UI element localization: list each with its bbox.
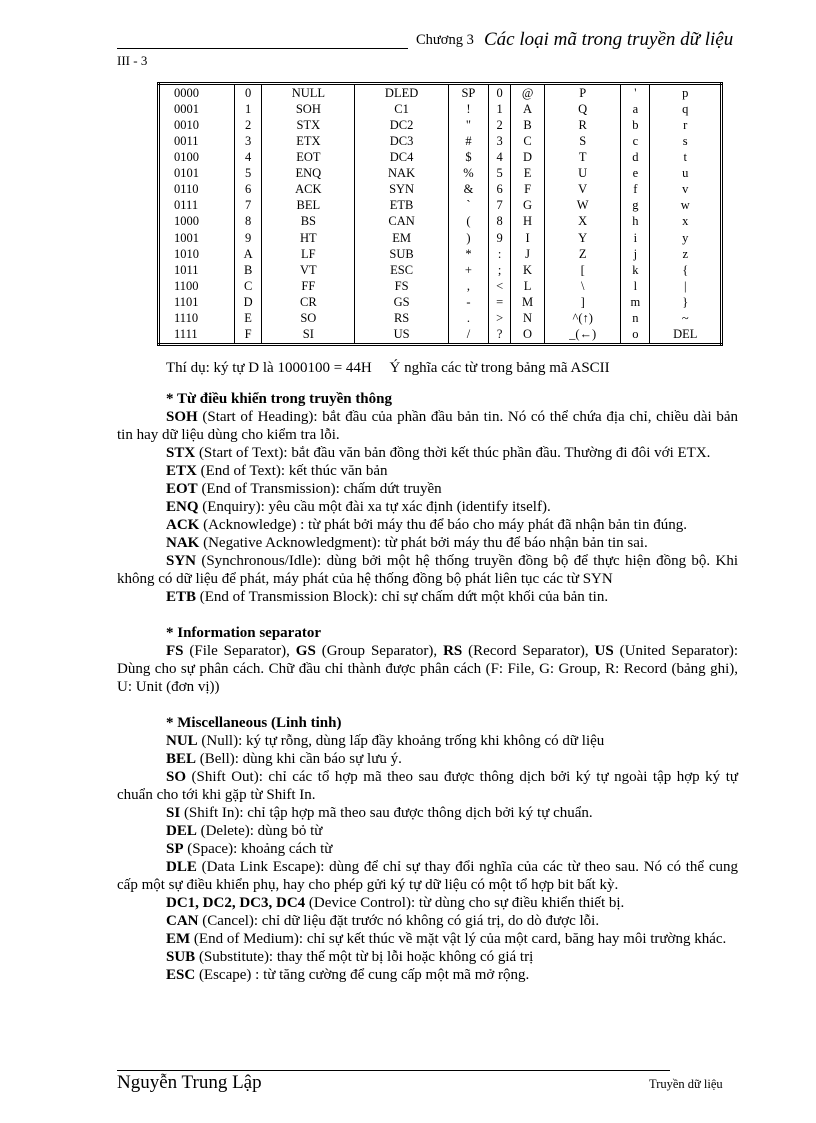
char-cell: Q <box>545 101 621 117</box>
char-cell: ? <box>489 327 511 345</box>
char-cell: E <box>511 166 545 182</box>
binary-code-cell: 0110 <box>174 182 199 197</box>
char-cell: h <box>621 214 650 230</box>
char-cell: N <box>511 311 545 327</box>
char-cell: 4 <box>235 150 262 166</box>
char-cell: X <box>545 214 621 230</box>
char-cell: DLED <box>355 84 448 102</box>
char-cell: T <box>545 150 621 166</box>
char-cell: M <box>511 294 545 310</box>
char-cell: q <box>650 101 722 117</box>
footer-author: Nguyễn Trung Lập <box>117 1072 262 1093</box>
char-cell: ` <box>448 198 488 214</box>
char-cell: SP <box>448 84 488 102</box>
char-cell: BEL <box>262 198 355 214</box>
char-cell: [ <box>545 262 621 278</box>
binary-code-cell: 0100 <box>174 150 199 165</box>
char-cell: STX <box>262 117 355 133</box>
page-number: III - 3 <box>117 53 148 68</box>
binary-code-cell: 1000 <box>174 214 199 229</box>
char-cell: u <box>650 166 722 182</box>
char-cell: @ <box>511 84 545 102</box>
char-cell: O <box>511 327 545 345</box>
caption-meaning: Ý nghĩa các từ trong bảng mã ASCII <box>389 360 610 376</box>
char-cell: r <box>650 117 722 133</box>
char-cell: EOT <box>262 150 355 166</box>
char-cell: p <box>650 84 722 102</box>
definition-dle: DLE (Data Link Escape): dùng để chỉ sự thay đổi nghĩa của các từ theo sau. Nó có thể cung cấp một sự điều khiển phụ, hay cho phép gửi ký tự dữ liệu có một tổ hợp bit bất kỳ. <box>117 859 738 893</box>
table-row <box>159 327 722 345</box>
table-row <box>159 278 722 294</box>
char-cell: 2 <box>489 117 511 133</box>
char-cell: W <box>545 198 621 214</box>
definition-ack: ACK (Acknowledge) : từ phát bởi máy thu để báo cho máy phát đã nhận bản tin đúng. <box>166 517 687 533</box>
char-cell: , <box>448 278 488 294</box>
char-cell: R <box>545 117 621 133</box>
char-cell: ENQ <box>262 166 355 182</box>
char-cell: _(←) <box>545 327 621 345</box>
binary-code-cell: 1101 <box>174 295 199 310</box>
char-cell: F <box>511 182 545 198</box>
char-cell: ; <box>489 262 511 278</box>
char-cell: 0 <box>489 84 511 102</box>
char-cell: DC3 <box>355 133 448 149</box>
ascii-code-table <box>157 82 723 346</box>
table-row <box>159 230 722 246</box>
table-row <box>159 311 722 327</box>
definition-dc: DC1, DC2, DC3, DC4 (Device Control): từ dùng cho sự điều khiển thiết bị. <box>166 895 625 911</box>
char-cell: + <box>448 262 488 278</box>
char-cell: ' <box>621 84 650 102</box>
char-cell: c <box>621 133 650 149</box>
char-cell: y <box>650 230 722 246</box>
char-cell: C <box>511 133 545 149</box>
section-heading: * Miscellaneous (Linh tinh) <box>166 715 342 731</box>
definition-del: DEL (Delete): dùng bỏ từ <box>166 823 323 839</box>
definition-etb: ETB (End of Transmission Block): chỉ sự chấm dứt một khối của bản tin. <box>166 589 609 605</box>
char-cell: S <box>545 133 621 149</box>
char-cell: 5 <box>235 166 262 182</box>
body-text <box>117 390 738 984</box>
definition-can: CAN (Cancel): chỉ dữ liệu đặt trước nó không có giá trị, do dò được lỗi. <box>166 913 600 929</box>
binary-code-cell: 1001 <box>174 230 199 245</box>
char-cell: E <box>235 311 262 327</box>
header-title: Các loại mã trong truyền dữ liệu <box>484 29 734 50</box>
chapter-label: Chương 3 <box>416 32 474 48</box>
char-cell: ACK <box>262 182 355 198</box>
table-row <box>159 182 722 198</box>
binary-code-cell: 0101 <box>174 166 199 181</box>
table-row <box>159 262 722 278</box>
table-row <box>159 294 722 310</box>
char-cell: H <box>511 214 545 230</box>
char-cell: LF <box>262 246 355 262</box>
char-cell: . <box>448 311 488 327</box>
char-cell: 8 <box>489 214 511 230</box>
char-cell: ) <box>448 230 488 246</box>
char-cell: / <box>448 327 488 345</box>
char-cell: ! <box>448 101 488 117</box>
char-cell: ^(↑) <box>545 311 621 327</box>
char-cell: ( <box>448 214 488 230</box>
char-cell: 7 <box>235 198 262 214</box>
char-cell: L <box>511 278 545 294</box>
binary-code-cell: 0000 <box>174 85 199 100</box>
table-row <box>159 150 722 166</box>
definition-soh: SOH (Start of Heading): bắt đầu của phần đầu bản tin. Nó có thể chứa địa chỉ, chiều dài bản tin hay dữ liệu dùng cho kiểm tra lỗi. <box>117 409 738 443</box>
char-cell: = <box>489 294 511 310</box>
definition-nak: NAK (Negative Acknowledgment): từ phát bởi máy thu để báo nhận bản tin sai. <box>166 535 648 551</box>
char-cell: A <box>235 246 262 262</box>
definition-separators: FS (File Separator), GS (Group Separator), RS (Record Separator), US (United Separator): Dùng cho sự phân cách. Chữ đầu chỉ thành được phân cách (F: File, G: Group, R: Record (bảng ghi), U: Unit (đơn vị)) <box>117 643 738 695</box>
char-cell: l <box>621 278 650 294</box>
char-cell: NAK <box>355 166 448 182</box>
section-heading: * Từ điều khiển trong truyền thông <box>166 391 392 407</box>
binary-code-cell: 1100 <box>174 278 199 293</box>
char-cell: s <box>650 133 722 149</box>
char-cell: FF <box>262 278 355 294</box>
char-cell: SI <box>262 327 355 345</box>
binary-code-cell: 0010 <box>174 117 199 132</box>
char-cell: DC2 <box>355 117 448 133</box>
char-cell: : <box>489 246 511 262</box>
char-cell: FS <box>355 278 448 294</box>
char-cell: 4 <box>489 150 511 166</box>
char-cell: n <box>621 311 650 327</box>
char-cell: * <box>448 246 488 262</box>
definition-sub: SUB (Substitute): thay thế một từ bị lỗi hoặc không có giá trị <box>166 949 534 965</box>
char-cell: J <box>511 246 545 262</box>
definition-bel: BEL (Bell): dùng khi cần báo sự lưu ý. <box>166 751 402 767</box>
char-cell: a <box>621 101 650 117</box>
char-cell: CAN <box>355 214 448 230</box>
char-cell: f <box>621 182 650 198</box>
char-cell: 6 <box>235 182 262 198</box>
char-cell: i <box>621 230 650 246</box>
char-cell: 1 <box>235 101 262 117</box>
char-cell: - <box>448 294 488 310</box>
char-cell: G <box>511 198 545 214</box>
definition-sp: SP (Space): khoảng cách từ <box>166 841 333 857</box>
char-cell: j <box>621 246 650 262</box>
char-cell: v <box>650 182 722 198</box>
char-cell: ETB <box>355 198 448 214</box>
binary-code-cell: 1011 <box>174 262 199 277</box>
char-cell: U <box>545 166 621 182</box>
section-heading: * Information separator <box>166 625 321 641</box>
char-cell: I <box>511 230 545 246</box>
char-cell: $ <box>448 150 488 166</box>
char-cell: 5 <box>489 166 511 182</box>
char-cell: V <box>545 182 621 198</box>
char-cell: EM <box>355 230 448 246</box>
char-cell: d <box>621 150 650 166</box>
char-cell: ] <box>545 294 621 310</box>
char-cell: C1 <box>355 101 448 117</box>
binary-code-cell: 0011 <box>174 133 199 148</box>
char-cell: t <box>650 150 722 166</box>
char-cell: e <box>621 166 650 182</box>
table-row <box>159 198 722 214</box>
char-cell: { <box>650 262 722 278</box>
char-cell: D <box>511 150 545 166</box>
char-cell: g <box>621 198 650 214</box>
binary-code-cell: 1010 <box>174 246 199 261</box>
definition-nul: NUL (Null): ký tự rỗng, dùng lấp đầy khoảng trống khi không có dữ liệu <box>166 733 605 749</box>
char-cell: SO <box>262 311 355 327</box>
char-cell: HT <box>262 230 355 246</box>
char-cell: ~ <box>650 311 722 327</box>
definition-em: EM (End of Medium): chỉ sự kết thúc về mặt vật lý của một card, băng hay môi trường khác. <box>166 931 727 947</box>
char-cell: 3 <box>489 133 511 149</box>
char-cell: & <box>448 182 488 198</box>
char-cell: 9 <box>235 230 262 246</box>
table-row <box>159 133 722 149</box>
char-cell: 2 <box>235 117 262 133</box>
char-cell: A <box>511 101 545 117</box>
char-cell: DC4 <box>355 150 448 166</box>
char-cell: DEL <box>650 327 722 345</box>
char-cell: 6 <box>489 182 511 198</box>
char-cell: US <box>355 327 448 345</box>
char-cell: x <box>650 214 722 230</box>
char-cell: B <box>511 117 545 133</box>
header-rule <box>117 48 408 49</box>
definition-si: SI (Shift In): chỉ tập hợp mã theo sau được thông dịch bởi ký tự chuẩn. <box>166 805 593 821</box>
char-cell: 8 <box>235 214 262 230</box>
char-cell: D <box>235 294 262 310</box>
table-caption <box>166 360 610 377</box>
binary-code-cell: 1111 <box>174 327 198 342</box>
char-cell: B <box>235 262 262 278</box>
char-cell: K <box>511 262 545 278</box>
char-cell: Y <box>545 230 621 246</box>
char-cell: P <box>545 84 621 102</box>
definition-stx: STX (Start of Text): bắt đầu văn bản đồng thời kết thúc phần đầu. Thường đi đôi với ETX. <box>166 445 711 461</box>
footer-rule <box>117 1070 670 1071</box>
char-cell: 3 <box>235 133 262 149</box>
char-cell: o <box>621 327 650 345</box>
char-cell: ETX <box>262 133 355 149</box>
char-cell: 0 <box>235 84 262 102</box>
char-cell: } <box>650 294 722 310</box>
caption-example: Thí dụ: ký tự D là 1000100 = 44H <box>166 360 372 376</box>
char-cell: CR <box>262 294 355 310</box>
char-cell: SOH <box>262 101 355 117</box>
char-cell: SYN <box>355 182 448 198</box>
char-cell: w <box>650 198 722 214</box>
char-cell: C <box>235 278 262 294</box>
char-cell: z <box>650 246 722 262</box>
footer-subject: Truyền dữ liệu <box>649 1077 723 1091</box>
char-cell: " <box>448 117 488 133</box>
char-cell: BS <box>262 214 355 230</box>
char-cell: > <box>489 311 511 327</box>
char-cell: 7 <box>489 198 511 214</box>
binary-code-cell: 1110 <box>174 311 199 326</box>
definition-esc: ESC (Escape) : từ tăng cường để cung cấp một mã mở rộng. <box>166 967 530 983</box>
char-cell: < <box>489 278 511 294</box>
char-cell: SUB <box>355 246 448 262</box>
char-cell: GS <box>355 294 448 310</box>
char-cell: k <box>621 262 650 278</box>
definition-syn: SYN (Synchronous/Idle): dùng bởi một hệ thống truyền đồng bộ để thực hiện đồng bộ. Khi không có dữ liệu để phát, máy phát của hệ thống đồng bộ phát liên tục các từ SYN <box>117 553 738 587</box>
table-row <box>159 101 722 117</box>
char-cell: 1 <box>489 101 511 117</box>
char-cell: ESC <box>355 262 448 278</box>
char-cell: \ <box>545 278 621 294</box>
binary-code-cell: 0001 <box>174 101 199 116</box>
char-cell: F <box>235 327 262 345</box>
char-cell: m <box>621 294 650 310</box>
definition-eot: EOT (End of Transmission): chấm dứt truyền <box>166 481 442 497</box>
char-cell: | <box>650 278 722 294</box>
char-cell: b <box>621 117 650 133</box>
table-row <box>159 117 722 133</box>
table-row <box>159 214 722 230</box>
char-cell: NULL <box>262 84 355 102</box>
table-row <box>159 246 722 262</box>
char-cell: 9 <box>489 230 511 246</box>
char-cell: # <box>448 133 488 149</box>
table-row <box>159 84 722 102</box>
char-cell: Z <box>545 246 621 262</box>
definition-enq: ENQ (Enquiry): yêu cầu một đài xa tự xác định (identify itself). <box>166 499 551 515</box>
definition-etx: ETX (End of Text): kết thúc văn bản <box>166 463 388 479</box>
table-row <box>159 166 722 182</box>
binary-code-cell: 0111 <box>174 198 199 213</box>
char-cell: % <box>448 166 488 182</box>
definition-so: SO (Shift Out): chỉ các tổ hợp mã theo sau được thông dịch bởi ký tự ngoài tập hợp ký tự chuẩn cho tới khi gặp từ Shift In. <box>117 769 738 803</box>
char-cell: VT <box>262 262 355 278</box>
char-cell: RS <box>355 311 448 327</box>
